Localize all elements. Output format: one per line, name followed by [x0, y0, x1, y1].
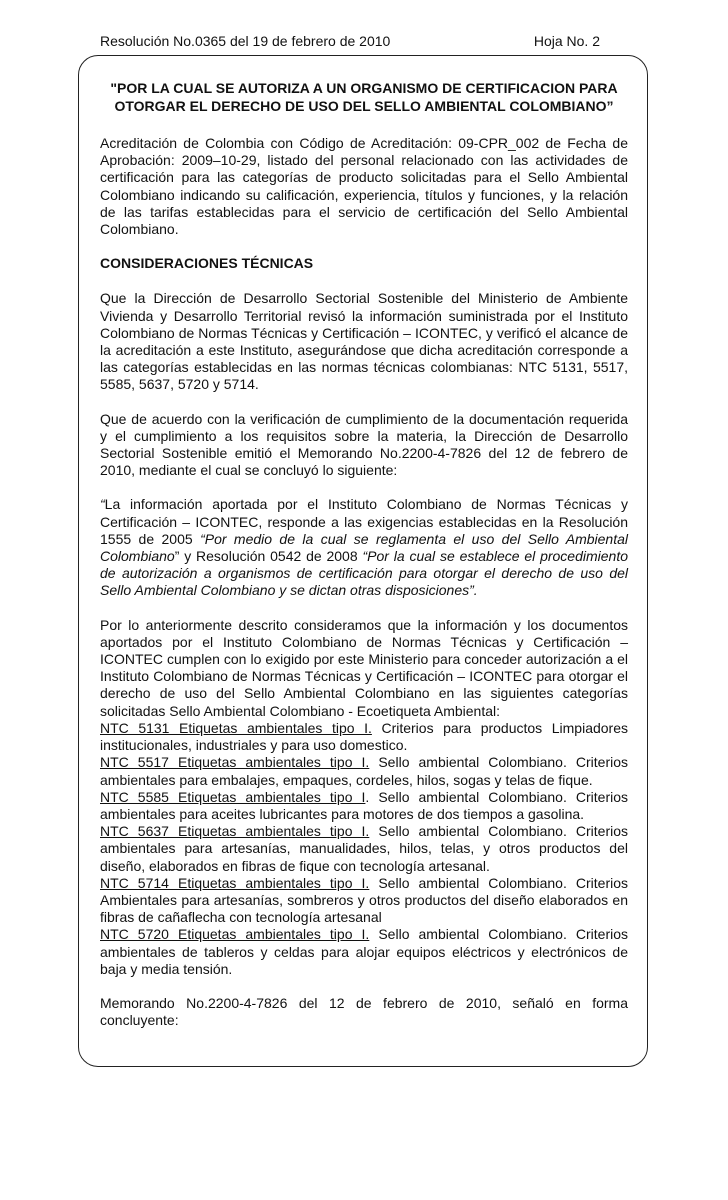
quote-open-mark: “ — [100, 496, 105, 513]
paragraph-verification: Que de acuerdo con la verificación de cumplimiento de la documentación requerida y el cumplimiento a los requisitos sobre la materia, la Dirección de Desarrollo Sectorial Sostenible emitió el Memorando No.2200-4-7826 del 12 de febrero de 2010, mediante el cual se concluyó lo siguiente: — [100, 410, 628, 479]
page-number: Hoja No. 2 — [533, 33, 600, 49]
ntc-item — [100, 789, 628, 823]
ntc-code: NTC 5720 Etiquetas ambientales tipo I. — [100, 926, 370, 943]
ntc-code: NTC 5517 Etiquetas ambientales tipo I. — [100, 754, 370, 771]
document-body — [100, 79, 628, 1029]
page-header — [100, 33, 628, 49]
quote-italic-b: “Por medio de la cual se reglamenta el uso del Sello Ambiental Colombiano — [100, 530, 628, 565]
paragraph-accreditation: Acreditación de Colombia con Código de Acreditación: 09-CPR_002 de Fecha de Aprobación: 2009–10-29, listado del personal relacionado con las actividades de certificación para las categorías de producto solicitadas para el Sello Ambiental Colombiano indicando su calificación, experiencia, títulos y funciones, y la relación de las tarifas establecidas para el servicio de certificación del Sello Ambiental Colombiano. — [100, 135, 628, 238]
ntc-description: Sello ambiental Colombiano. Criterios ambientales para embalajes, empaques, cordeles, hilos, sogas y telas de fique. — [100, 754, 629, 788]
ntc-code: NTC 5637 Etiquetas ambientales tipo I. — [100, 823, 370, 840]
ntc-list — [100, 720, 628, 978]
paragraph-memorandum: Memorando No.2200-4-7826 del 12 de febrero de 2010, señaló en forma concluyente: — [100, 994, 628, 1029]
section-heading: CONSIDERACIONES TÉCNICAS — [100, 255, 314, 272]
ntc-item — [100, 754, 628, 788]
ntc-description: . Sello ambiental Colombiano. Criterios ambientales para aceites lubricantes para motores de dos tiempos a gasolina. — [100, 788, 628, 822]
ntc-description: Sello ambiental Colombiano. Criterios Ambientales para artesanías, sombreros y otros productos del diseño elaborados en fibras de cañaflecha con tecnología artesanal — [100, 874, 629, 926]
resolution-reference: Resolución No.0365 del 19 de febrero de 2010 — [100, 33, 391, 49]
quote-text-c: ” y Resolución 0542 de 2008 — [174, 548, 363, 565]
ntc-item — [100, 875, 628, 927]
ntc-code: NTC 5131 Etiquetas ambientales tipo I. — [100, 719, 372, 736]
quoted-conclusion — [100, 496, 628, 599]
quote-italic-d: “Por la cual se establece el procedimiento de autorización a organismos de certificación para otorgar el derecho de uso del Sello Ambiental Colombiano y se dictan otras disposiciones”. — [100, 548, 629, 599]
ntc-description: Sello ambiental Colombiano. Criterios ambientales de tableros y celdas para alojar equipos eléctricos y electrónicos de baja y media tensión. — [100, 926, 629, 977]
paragraph-review: Que la Dirección de Desarrollo Sectorial Sostenible del Ministerio de Ambiente Vivienda y Desarrollo Territorial revisó la información suministrada por el Instituto Colombiano de Normas Técnicas y Certificación – ICONTEC, y verificó el alcance de la acreditación a este Instituto, asegurándose que dicha acreditación corresponde a las categorías establecidas en las normas técnicas colombianas: NTC 5131, 5517, 5585, 5637, 5720 y 5714. — [100, 290, 628, 393]
ntc-code: NTC 5585 Etiquetas ambientales tipo I — [100, 788, 366, 805]
ntc-description: Criterios para productos Limpiadores institucionales, industriales y para uso domestico. — [100, 719, 628, 754]
document-title: "POR LA CUAL SE AUTORIZA A UN ORGANISMO DE CERTIFICACION PARA OTORGAR EL DERECHO DE USO DEL SELLO AMBIENTAL COLOMBIANO” — [110, 80, 618, 114]
ntc-item — [100, 720, 628, 754]
ntc-code: NTC 5714 Etiquetas ambientales tipo I. — [100, 874, 370, 891]
ntc-item — [100, 823, 628, 875]
quote-text-a: La información aportada por el Instituto Colombiano de Normas Técnicas y Certificación – ICONTEC, responde a las exigencias establecidas en la Resolución 1555 de 2005 — [100, 496, 628, 547]
paragraph-authorization: Por lo anteriormente descrito consideramos que la información y los documentos aportados por el Instituto Colombiano de Normas Técnicas y Certificación – ICONTEC cumplen con lo exigido por este Ministerio para conceder autorización a el Instituto Colombiano de Normas Técnicas y Certificación – ICONTEC para otorgar el derecho de uso del Sello Ambiental Colombiano en las siguientes categorías solicitadas Sello Ambiental Colombiano - Ecoetiqueta Ambiental: — [100, 616, 628, 719]
ntc-description: Sello ambiental Colombiano. Criterios ambientales para artesanías, manualidades, hilos, telas, y otros productos del diseño, elaborados en fibras de fique con tecnología artesanal. — [100, 823, 629, 874]
ntc-item — [100, 926, 628, 978]
